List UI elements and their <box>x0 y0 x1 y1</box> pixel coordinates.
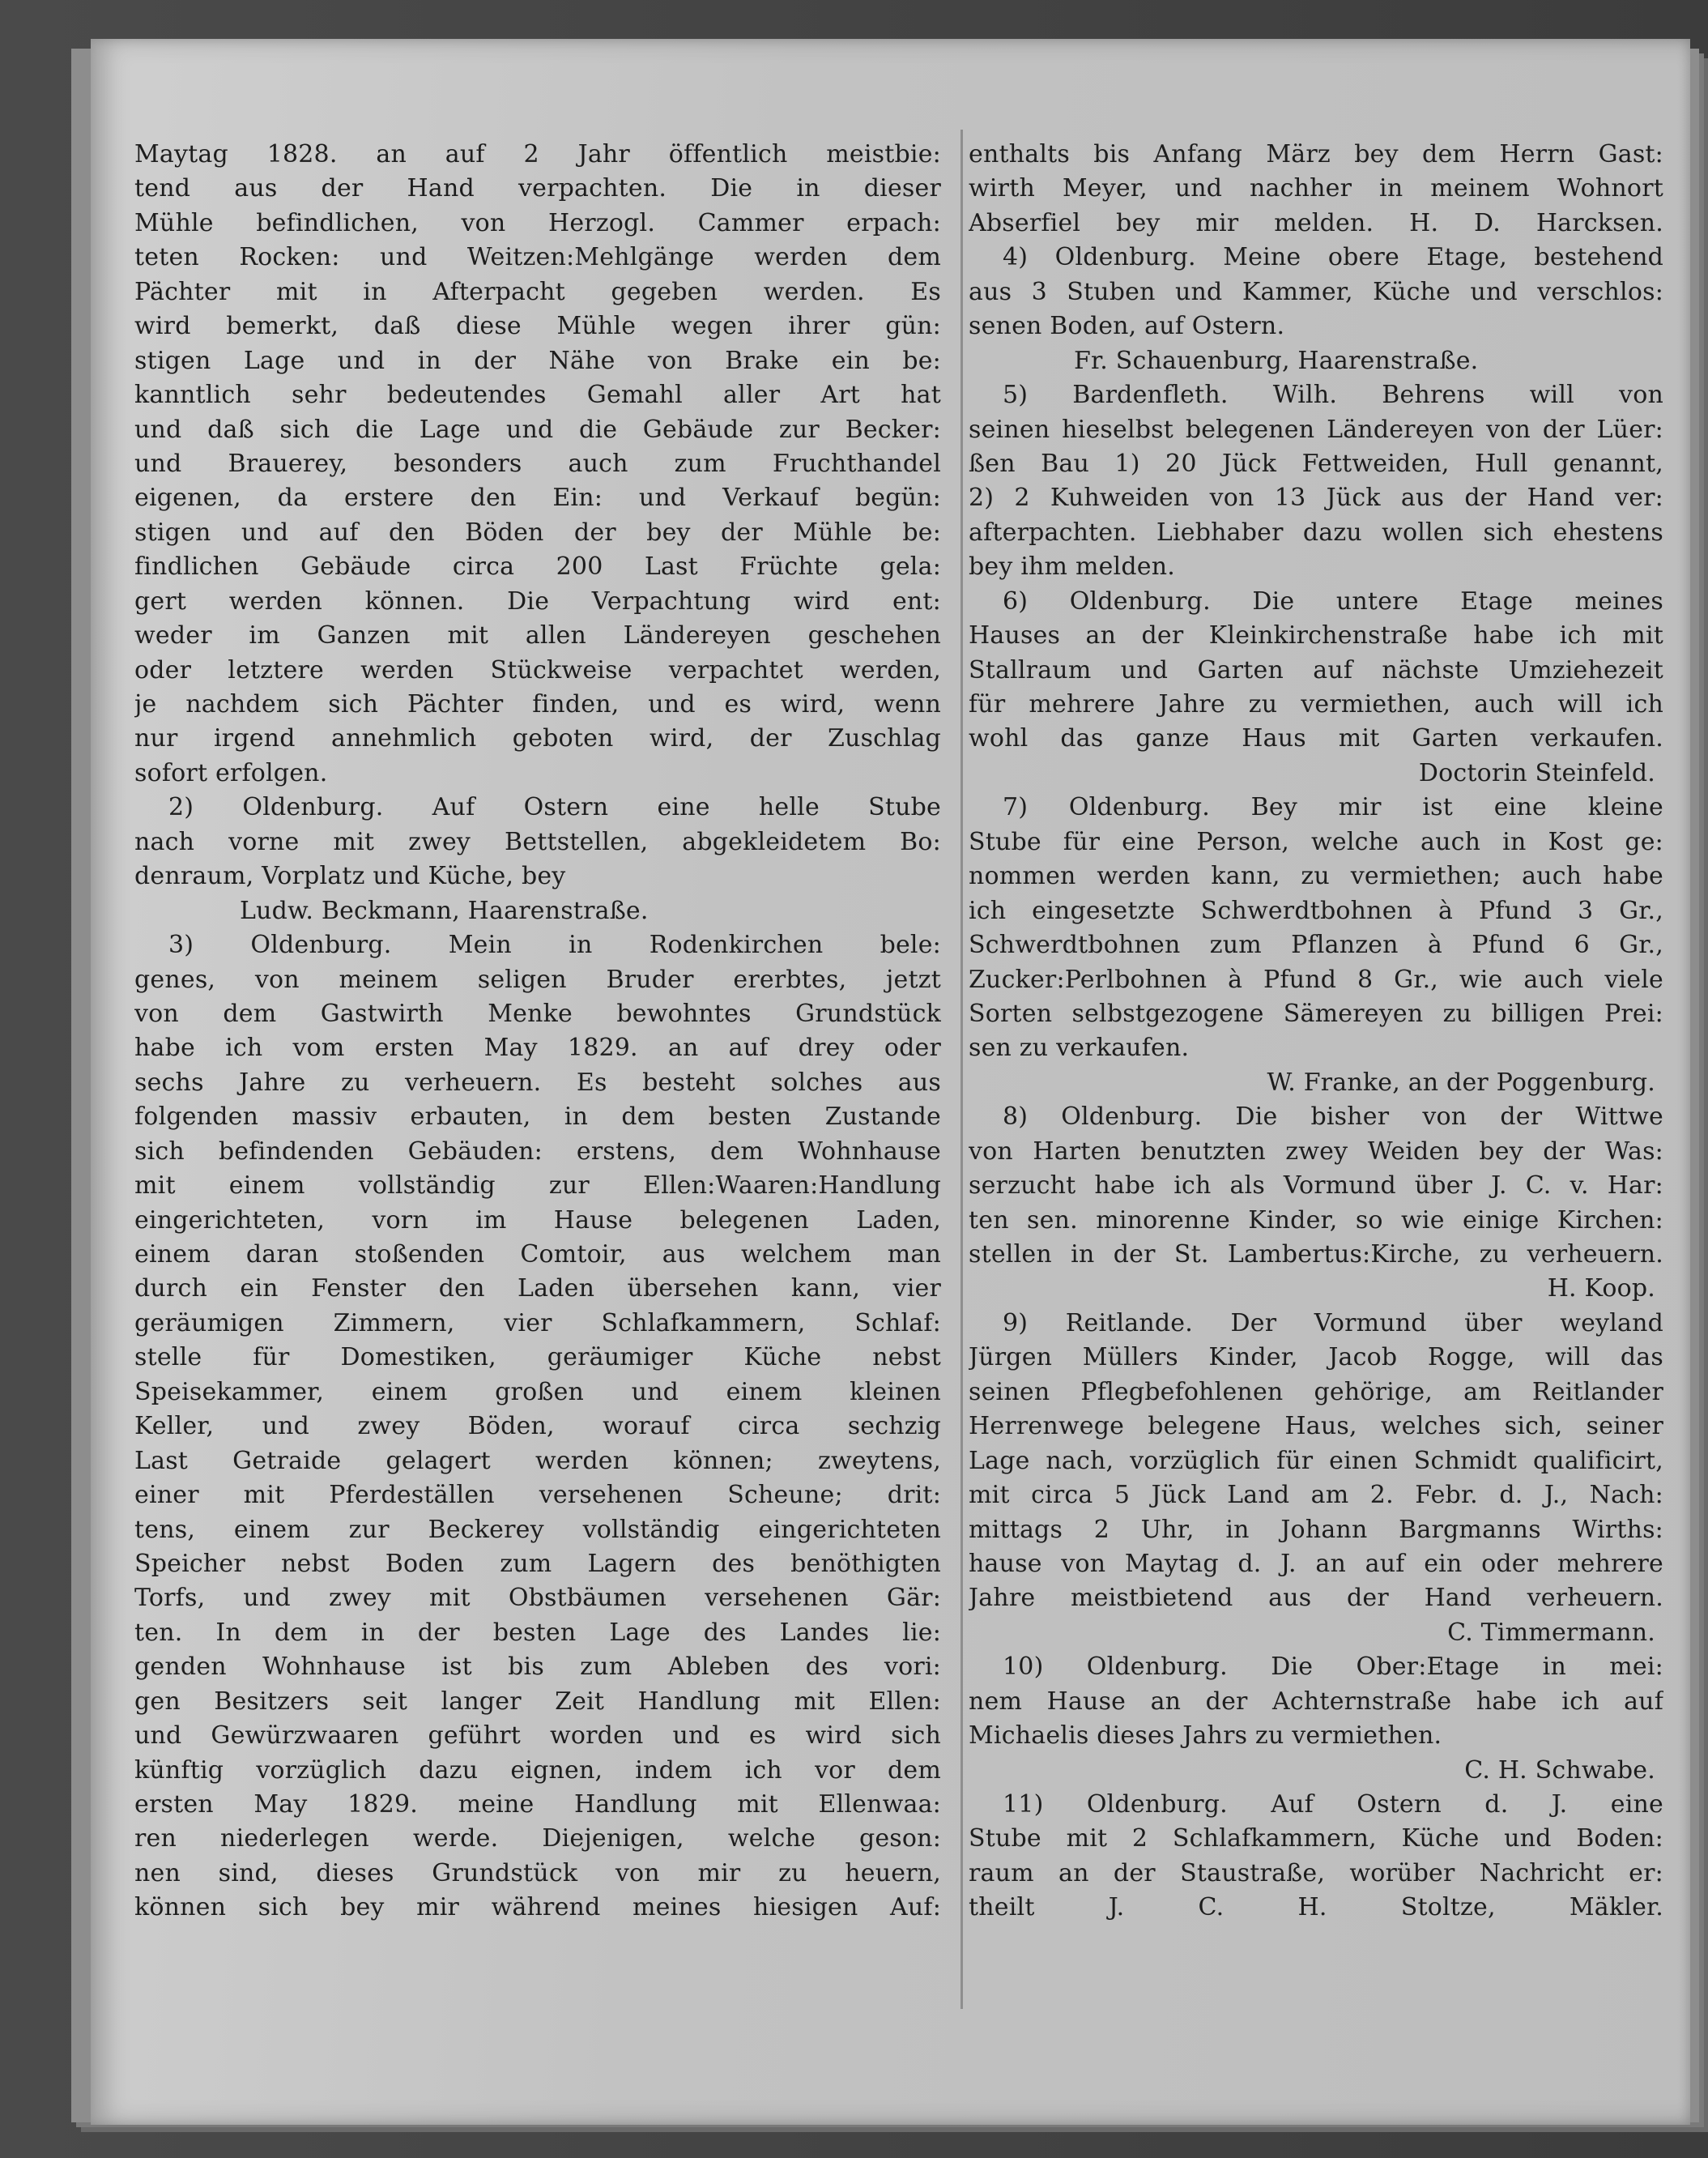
text-line: sen zu verkaufen. <box>969 1034 1190 1063</box>
text-line: W. Franke, an der Poggenburg. <box>1267 1068 1655 1097</box>
text-line: Last Getraide gelagert werden können; zweytens, <box>134 1446 941 1475</box>
text-line: serzucht habe ich als Vormund über J. C. v. Har: <box>969 1171 1663 1201</box>
text-line: Herrenwege belegene Haus, welches sich, seiner <box>969 1412 1663 1441</box>
text-line: 4) Oldenburg. Meine obere Etage, bestehend <box>1003 243 1663 272</box>
text-line: einer mit Pferdeställen versehenen Scheune; drit: <box>134 1481 941 1510</box>
text-line: Sorten selbstgezogene Sämereyen zu billigen Prei: <box>969 999 1663 1028</box>
text-line: Schwerdtbohnen zum Pflanzen à Pfund 6 Gr., <box>969 931 1663 960</box>
text-line: einem daran stoßenden Comtoir, aus welchem man <box>134 1240 941 1269</box>
text-line: folgenden massiv erbauten, in dem besten Zustande <box>134 1102 941 1132</box>
text-line: seinen Pflegbefohlenen gehörige, am Reitlander <box>969 1377 1663 1406</box>
text-line: habe ich vom ersten May 1829. an auf drey oder <box>134 1034 941 1063</box>
text-line: weder im Ganzen mit allen Ländereyen geschehen <box>134 621 941 650</box>
text-line: Jahre meistbietend aus der Hand verheuern. <box>969 1584 1663 1613</box>
text-line: Mühle befindlichen, von Herzogl. Cammer erpach: <box>134 208 941 237</box>
text-line: sechs Jahre zu verheuern. Es besteht solches aus <box>134 1068 941 1097</box>
text-line: ten sen. minorenne Kinder, so wie einige Kirchen: <box>969 1205 1663 1235</box>
text-line: je nachdem sich Pächter finden, und es wird, wenn <box>134 690 941 719</box>
text-line: stigen Lage und in der Nähe von Brake ein be: <box>134 346 941 375</box>
text-line: geräumigen Zimmern, vier Schlafkammern, Schlaf: <box>134 1308 941 1337</box>
text-line: 7) Oldenburg. Bey mir ist eine kleine <box>1003 793 1663 822</box>
text-line: Pächter mit in Afterpacht gegeben werden. Es <box>134 277 941 306</box>
text-line: nem Hause an der Achternstraße habe ich auf <box>969 1687 1663 1716</box>
text-line: oder letztere werden Stückweise verpachtet werden, <box>134 655 941 685</box>
text-line: von Harten benutzten zwey Weiden bey der Was: <box>969 1137 1663 1166</box>
text-line: nen sind, dieses Grundstück von mir zu heuern, <box>134 1858 941 1887</box>
text-line: nach vorne mit zwey Bettstellen, abgekleidetem Bo: <box>134 827 941 856</box>
text-line: ten. In dem in der besten Lage des Landes lie: <box>134 1618 941 1647</box>
text-line: Speisekammer, einem großen und einem kleinen <box>134 1377 941 1406</box>
column-divider <box>960 130 963 2009</box>
text-line: mit circa 5 Jück Land am 2. Febr. d. J., Nach: <box>969 1481 1663 1510</box>
text-line: Stube mit 2 Schlafkammern, Küche und Boden: <box>969 1824 1663 1853</box>
text-line: sich befindenden Gebäuden: erstens, dem Wohnhause <box>134 1137 941 1166</box>
text-line: teten Rocken: und Weitzen:Mehlgänge werden dem <box>134 243 941 272</box>
text-line: ich eingesetzte Schwerdtbohnen à Pfund 3 Gr., <box>969 896 1663 925</box>
text-line: Maytag 1828. an auf 2 Jahr öffentlich meistbie: <box>134 140 941 168</box>
text-line: tens, einem zur Beckerey vollständig eingerichteten <box>134 1515 941 1544</box>
text-line: eingerichteten, vorn im Hause belegenen Laden, <box>134 1205 941 1235</box>
text-line: stigen und auf den Böden der bey der Mühle be: <box>134 518 941 547</box>
text-line: nur irgend annehmlich geboten wird, der Zuschlag <box>134 724 941 753</box>
text-line: stellen in der St. Lambertus:Kirche, zu verheuern. <box>969 1240 1663 1269</box>
right-text-column <box>969 138 1663 1926</box>
text-line: sofort erfolgen. <box>134 758 328 787</box>
text-line: tend aus der Hand verpachten. Die in dieser <box>134 174 941 203</box>
text-line: Stallraum und Garten auf nächste Umziehezeit <box>969 655 1663 685</box>
text-line: ßen Bau 1) 20 Jück Fettweiden, Hull genannt, <box>969 449 1663 478</box>
text-line: Ludw. Beckmann, Haarenstraße. <box>240 896 649 925</box>
text-line: Speicher nebst Boden zum Lagern des benöthigten <box>134 1549 941 1578</box>
text-line: Keller, und zwey Böden, worauf circa sechzig <box>134 1412 941 1441</box>
text-line: bey ihm melden. <box>969 552 1175 582</box>
text-line: Michaelis dieses Jahrs zu vermiethen. <box>969 1721 1442 1751</box>
text-line: Stube für eine Person, welche auch in Kost ge: <box>969 827 1663 856</box>
text-line: 2) Oldenburg. Auf Ostern eine helle Stube <box>168 793 941 822</box>
text-line: Fr. Schauenburg, Haarenstraße. <box>1074 346 1479 375</box>
text-line: 8) Oldenburg. Die bisher von der Wittwe <box>1003 1102 1663 1132</box>
text-line: denraum, Vorplatz und Küche, bey <box>134 862 566 891</box>
text-line: ersten May 1829. meine Handlung mit Ellenwaa: <box>134 1790 941 1819</box>
text-line: 11) Oldenburg. Auf Ostern d. J. eine <box>1003 1790 1663 1819</box>
text-line: 5) Bardenfleth. Wilh. Behrens will von <box>1003 381 1663 410</box>
text-line: 2) 2 Kuhweiden von 13 Jück aus der Hand ver: <box>969 484 1663 513</box>
text-line: Zucker:Perlbohnen à Pfund 8 Gr., wie auch viele <box>969 965 1663 994</box>
text-line: findlichen Gebäude circa 200 Last Früchte gela: <box>134 552 941 582</box>
text-line: theilt J. C. H. Stoltze, Mäkler. <box>969 1893 1663 1922</box>
text-line: afterpachten. Liebhaber dazu wollen sich ehestens <box>969 518 1663 547</box>
text-line: C. H. Schwabe. <box>1464 1755 1655 1785</box>
text-line: H. Koop. <box>1547 1274 1655 1303</box>
text-line: und Gewürzwaaren geführt worden und es wird sich <box>134 1721 941 1751</box>
text-line: Jürgen Müllers Kinder, Jacob Rogge, will das <box>969 1343 1663 1372</box>
text-line: C. Timmermann. <box>1447 1618 1655 1647</box>
text-line: genes, von meinem seligen Bruder ererbtes, jetzt <box>134 965 941 994</box>
text-line: genden Wohnhause ist bis zum Ableben des vori: <box>134 1653 941 1682</box>
text-line: kanntlich sehr bedeutendes Gemahl aller Art hat <box>134 381 941 410</box>
text-line: 10) Oldenburg. Die Ober:Etage in mei: <box>1003 1653 1663 1682</box>
text-line: eigenen, da erstere den Ein: und Verkauf begün: <box>134 484 941 513</box>
text-line: stelle für Domestiken, geräumiger Küche nebst <box>134 1343 941 1372</box>
text-line: 9) Reitlande. Der Vormund über weyland <box>1003 1308 1663 1337</box>
text-line: wird bemerkt, daß diese Mühle wegen ihrer gün: <box>134 312 941 341</box>
text-line: künftig vorzüglich dazu eignen, indem ich vor dem <box>134 1755 941 1785</box>
text-line: raum an der Staustraße, worüber Nachricht er: <box>969 1858 1663 1887</box>
text-line: können sich bey mir während meines hiesigen Auf: <box>134 1893 941 1922</box>
text-line: gert werden können. Die Verpachtung wird ent: <box>134 586 941 616</box>
text-line: enthalts bis Anfang März bey dem Herrn Gast: <box>969 140 1663 168</box>
text-line: und Brauerey, besonders auch zum Fruchthandel <box>134 449 941 478</box>
text-line: durch ein Fenster den Laden übersehen kann, vier <box>134 1274 941 1303</box>
text-line: aus 3 Stuben und Kammer, Küche und verschlos: <box>969 277 1663 306</box>
text-line: hause von Maytag d. J. an auf ein oder mehrere <box>969 1549 1663 1578</box>
text-line: Doctorin Steinfeld. <box>1418 758 1655 787</box>
text-line: gen Besitzers seit langer Zeit Handlung mit Ellen: <box>134 1687 941 1716</box>
text-line: mittags 2 Uhr, in Johann Bargmanns Wirths: <box>969 1515 1663 1544</box>
text-line: wirth Meyer, und nachher in meinem Wohnort <box>969 174 1663 203</box>
text-line: mit einem vollständig zur Ellen:Waaren:Handlung <box>134 1171 941 1201</box>
text-line: senen Boden, auf Ostern. <box>969 312 1285 341</box>
text-line: Torfs, und zwey mit Obstbäumen versehenen Gär: <box>134 1584 941 1613</box>
text-line: wohl das ganze Haus mit Garten verkaufen. <box>969 724 1663 753</box>
text-line: Abserfiel bey mir melden. H. D. Harcksen. <box>969 208 1663 237</box>
text-line: seinen hieselbst belegenen Ländereyen von der Lüer: <box>969 415 1663 444</box>
text-line: Hauses an der Kleinkirchenstraße habe ich mit <box>969 621 1663 650</box>
text-line: 6) Oldenburg. Die untere Etage meines <box>1003 586 1663 616</box>
text-line: nommen werden kann, zu vermiethen; auch habe <box>969 862 1663 891</box>
left-text-column <box>134 138 941 1926</box>
text-line: von dem Gastwirth Menke bewohntes Grundstück <box>134 999 941 1028</box>
text-line: für mehrere Jahre zu vermiethen, auch will ich <box>969 690 1663 719</box>
text-line: 3) Oldenburg. Mein in Rodenkirchen bele: <box>168 931 941 960</box>
text-line: Lage nach, vorzüglich für einen Schmidt qualificirt, <box>969 1446 1663 1475</box>
text-line: und daß sich die Lage und die Gebäude zur Becker: <box>134 415 941 444</box>
text-line: ren niederlegen werde. Diejenigen, welche geson: <box>134 1824 941 1853</box>
